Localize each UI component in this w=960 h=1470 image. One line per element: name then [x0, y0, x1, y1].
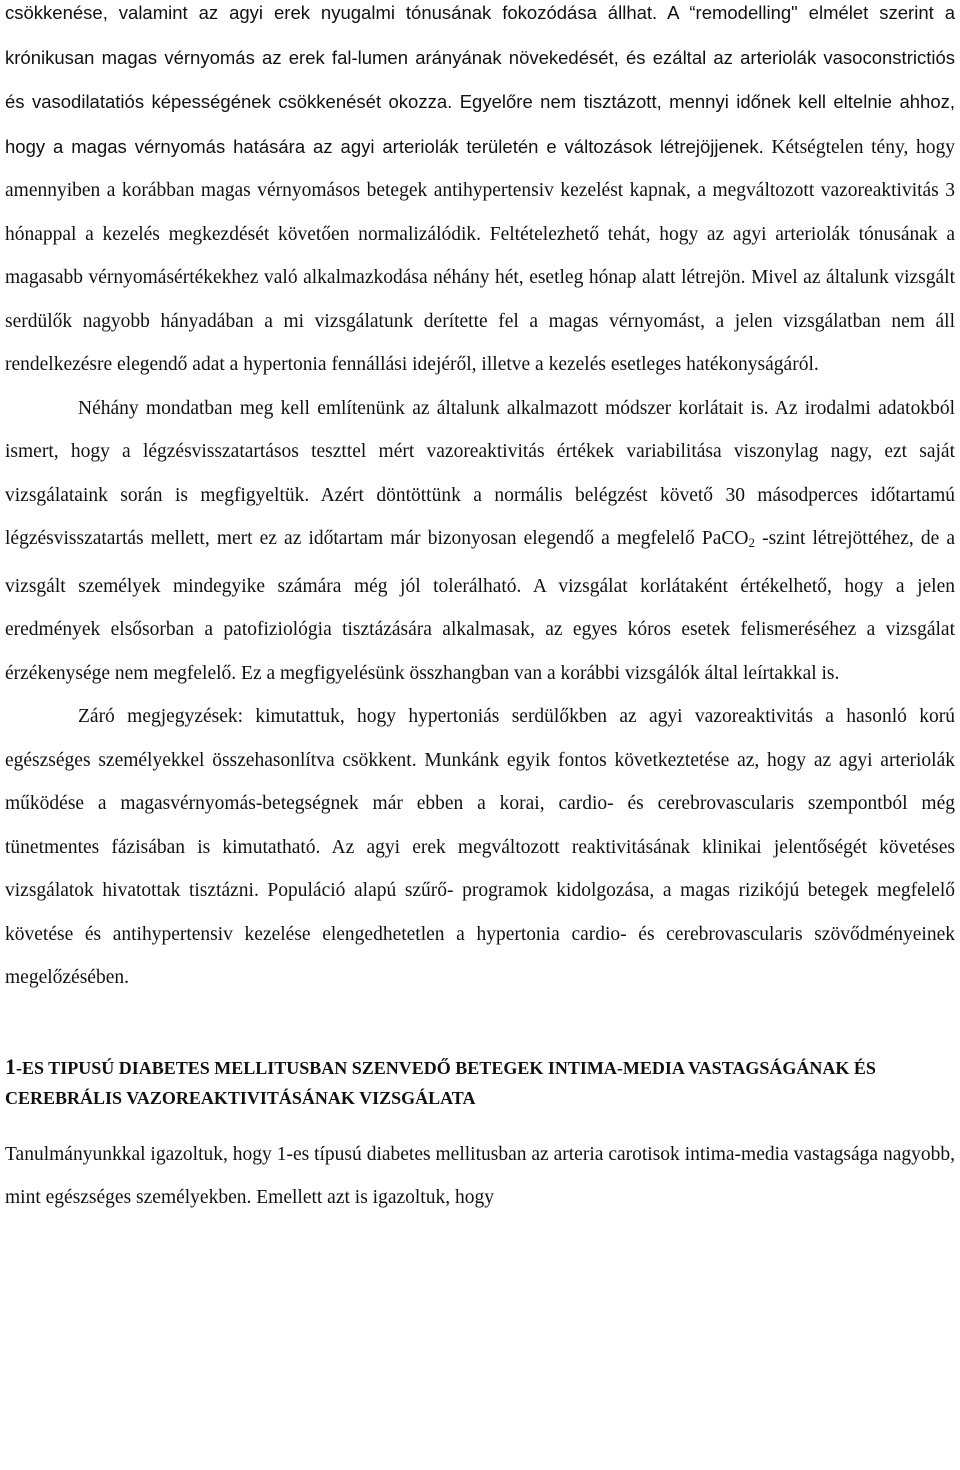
paragraph-method-limitations — [5, 387, 955, 696]
subscript-2: 2 — [748, 535, 755, 550]
paragraph-text-run: -szint létrejöttéhez, de a vizsgált személyek mindegyike számára még jól tolerálható. A vizsgálat korlátaként értékelhető, hogy a jelen eredmények elsősorban a patofiziológia tisztázására alkalmasak, az egyes kóros esetek felismeréséhez a vizsgálat érzékenysége nem megfelelő. Ez a megfigyelésünk összhangban van a korábbi vizsgálók által leírtakkal is. — [5, 528, 955, 684]
paragraph-closing-remarks — [5, 695, 955, 1000]
paragraph-diabetes-intro: Tanulmányunkkal igazoltuk, hogy 1-es típusú diabetes mellitusban az arteria carotisok intima-media vastagsága nagyobb, mint egészséges személyekben. Emellett azt is igazoltuk, hogy — [5, 1143, 955, 1208]
paragraph-text-run: Záró megjegyzések: kimutattuk, hogy hypertoniás serdülőkben az agyi vazoreaktivitás a hasonló korú egészséges személyekkel összehasonlítva csökkent. Munkánk egyik fontos következtetése az, hogy az agyi arteriolák működése a magasvérnyomás-betegségnek már ebben a korai, cardio- és cerebrovascularis szempontból még tünetmentes fázisában is kimutatható. Az agyi erek megváltozott reaktivitásának klinikai jelentőségét követéses vizsgálatok hivatottak tisztázni. Populáció alapú szűrő- programok kidolgozása, a magas rizikójú betegek megfelelő követése és antihypertensiv kezelése elengedhetetlen a hypertonia cardio- és cerebrovascularis szövődményeinek megelőzésében. — [5, 706, 955, 988]
section-heading-number: 1 — [5, 1053, 16, 1079]
document-page — [5, 0, 955, 1220]
paragraph-text-run: Kétségtelen tény, hogy amennyiben a korábban magas vérnyomásos betegek antihypertensiv kezelést kapnak, a megváltozott vazoreaktivitás 3 hónappal a kezelés megkezdését követően normalizálódik. — [5, 136, 955, 245]
section-heading-text: -ES TIPUSÚ DIABETES MELLITUSBAN SZENVEDŐ BETEGEK INTIMA-MEDIA VASTAGSÁGÁNAK ÉS CEREBRÁLIS VAZOREAKTIVITÁSÁNAK VIZSGÁLATA — [5, 1057, 876, 1108]
paragraph-text-run: Mivel az általunk vizsgált serdülők nagyobb hányadában a mi vizsgálatunk derítette fel a magas vérnyomást, a jelen vizsgálatban nem áll rendelkezésre elegendő adat a hypertonia fennállási idejéről, illetve a kezelés esetleges hatékonyságáról. — [5, 267, 955, 375]
paragraph-text-run: Feltételezhető tehát, hogy az agyi arteriolák tónusának a magasabb vérnyomásértékekhez való alkalmazkodása néhány hét, esetleg hónap alatt létrejön. — [5, 223, 955, 288]
paragraph-text-run: csökkenése, valamint az agyi erek nyugalmi tónusának fokozódása állhat. A “remodelling" elmélet szerint a krónikusan magas vérnyomás az erek fal-lumen arányának növekedését, és ezáltal az arteriolák vasoconstrictiós és vasodilatatiós képességének csökkenését okozza. Egyelőre nem tisztázott, mennyi időnek kell eltelnie ahhoz, hogy a magas vérnyomás hatására az agyi arteriolák területén e változások létrejöjjenek. — [5, 2, 955, 157]
paragraph-hypertension-remodelling — [5, 0, 955, 387]
paragraph-text-run: Néhány mondatban meg kell említenünk az általunk alkalmazott módszer korlátait is. Az irodalmi adatokból ismert, hogy a légzésvisszatartásos teszttel mért vazoreaktivitás értékek variabilitása viszonylag nagy, ezt saját vizsgálataink során is megfigyeltük. Azért döntöttünk a normális belégzést követő 30 másodperces időtartamú légzésvisszatartás mellett, mert ez az időtartam már bizonyosan elegendő a megfelelő PaCO — [5, 397, 955, 549]
section-heading — [5, 1052, 955, 1113]
